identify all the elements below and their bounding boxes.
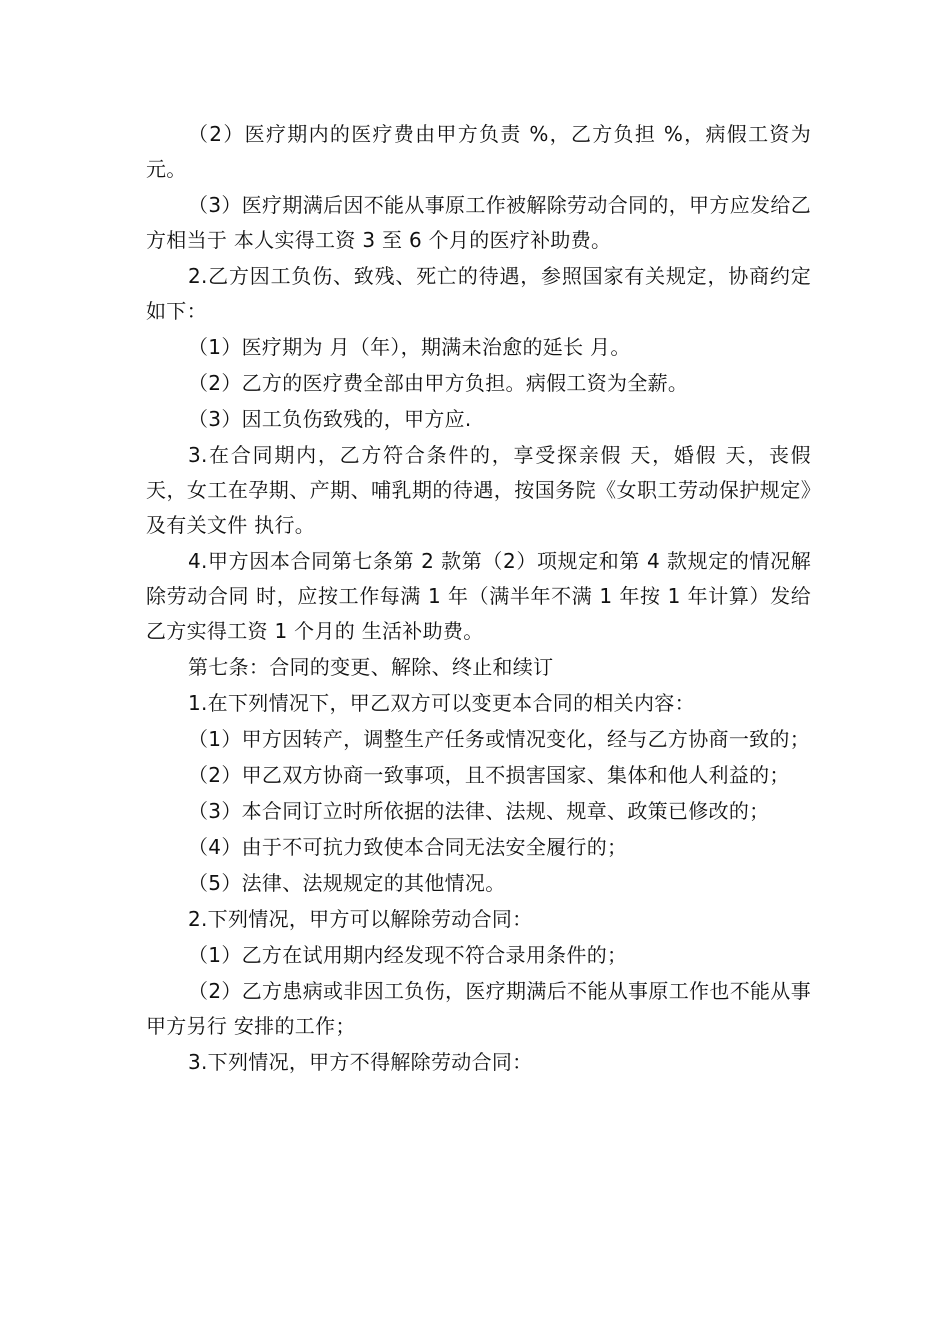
paragraph: 2.下列情况，甲方可以解除劳动合同：	[188, 907, 533, 931]
paragraph: （3）因工负伤致残的，甲方应.	[188, 407, 472, 431]
paragraph: （3）医疗期满后因不能从事原工作被解除劳动合同的，甲方应发给乙方相当于 本人实得工资 3 至 6 个月的医疗补助费。	[146, 193, 811, 252]
paragraph: （2）乙方的医疗费全部由甲方负担。病假工资为全薪。	[188, 371, 689, 395]
paragraph: （1）医疗期为 月（年），期满未治愈的延长 月。	[188, 335, 631, 359]
paragraph: （2）乙方患病或非因工负伤，医疗期满后不能从事原工作也不能从事甲方另行 安排的工作；	[146, 979, 811, 1038]
document-body	[146, 117, 811, 1081]
paragraph: （1）乙方在试用期内经发现不符合录用条件的；	[188, 943, 628, 967]
paragraph: （2）医疗期内的医疗费由甲方负责 %，乙方负担 %，病假工资为 元。	[146, 122, 811, 181]
paragraph: （1）甲方因转产，调整生产任务或情况变化，经与乙方协商一致的；	[188, 727, 811, 751]
paragraph: 2.乙方因工负伤、致残、死亡的待遇，参照国家有关规定，协商约定如下：	[146, 264, 811, 323]
paragraph: （3）本合同订立时所依据的法律、法规、规章、政策已修改的；	[188, 799, 770, 823]
paragraph: 3.下列情况，甲方不得解除劳动合同：	[188, 1050, 533, 1074]
section-heading: 第七条：合同的变更、解除、终止和续订	[188, 655, 554, 679]
paragraph: （4）由于不可抗力致使本合同无法安全履行的；	[188, 835, 628, 859]
paragraph: 3.在合同期内，乙方符合条件的，享受探亲假 天，婚假 天，丧假 天，女工在孕期、产期、哺乳期的待遇，按国务院《女职工劳动保护规定》及有关文件 执行。	[146, 443, 811, 537]
paragraph: （5）法律、法规规定的其他情况。	[188, 871, 506, 895]
paragraph: （2）甲乙双方协商一致事项，且不损害国家、集体和他人利益的；	[188, 763, 790, 787]
paragraph: 1.在下列情况下，甲乙双方可以变更本合同的相关内容：	[188, 691, 695, 715]
paragraph: 4.甲方因本合同第七条第 2 款第（2）项规定和第 4 款规定的情况解除劳动合同 时，应按工作每满 1 年（满半年不满 1 年按 1 年计算）发给乙方实得工资 1 个月的 生活补助费。	[146, 549, 811, 643]
